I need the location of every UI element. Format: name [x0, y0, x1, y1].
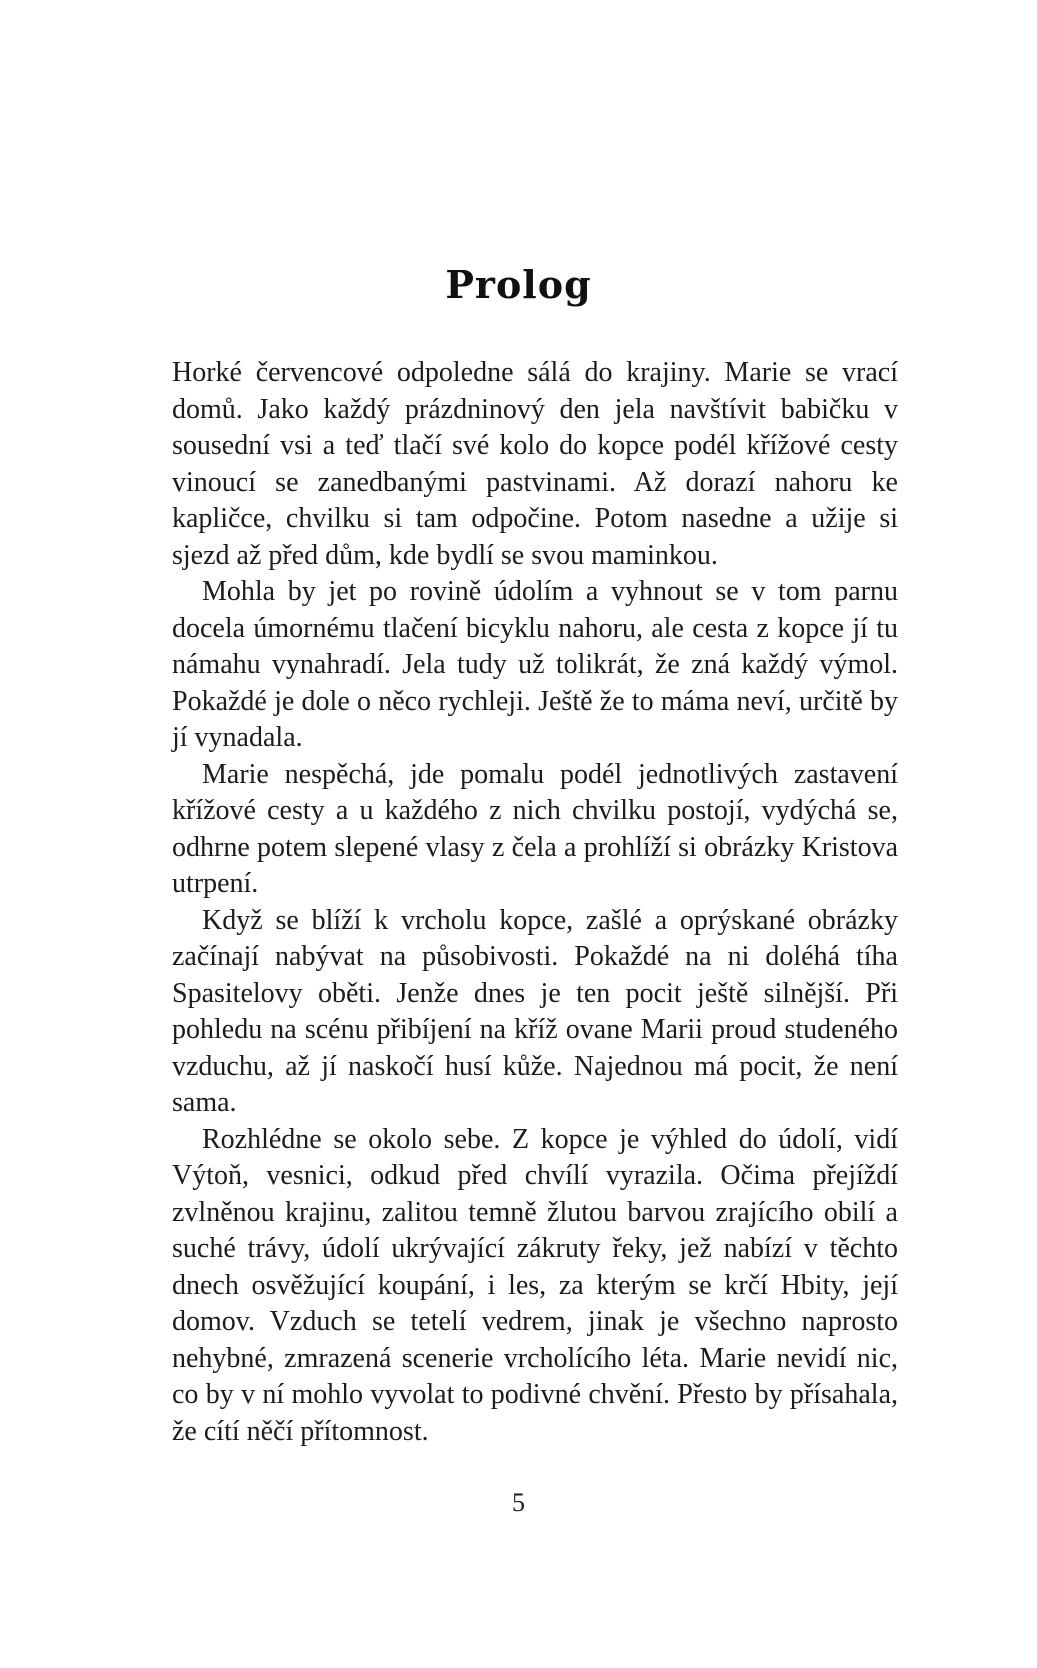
body-text	[172, 355, 898, 1450]
page-number: 5	[512, 1488, 525, 1517]
paragraph: Když se blíží k vrcholu kopce, zašlé a oprýskané obrázky začínají nabývat na působivosti. Pokaždé na ni doléhá tíha Spasitelovy oběti. Jenže dnes je ten pocit ještě silnější. Při pohledu na scénu přibíjení na kříž ovane Marii proud studeného vzduchu, až jí naskočí husí kůže. Najednou má pocit, že není sama.	[172, 904, 898, 1118]
paragraph: Horké červencové odpoledne sálá do krajiny. Marie se vrací domů. Jako každý prázdninový den jela navštívit babičku v sousední vsi a teď tlačí své kolo do kopce podél křížové cesty vinoucí se zanedbanými pastvinami. Až dorazí nahoru ke kapličce, chvilku si tam odpočine. Potom nasedne a užije si sjezd až před dům, kde bydlí se svou maminkou.	[172, 357, 898, 571]
chapter-title: Prolog	[445, 262, 592, 307]
paragraph: Rozhlédne se okolo sebe. Z kopce je výhled do údolí, vidí Výtoň, vesnici, odkud před chvílí vyrazila. Očima přejíždí zvlněnou krajinu, zalitou temně žlutou barvou zrajícího obilí a suché trávy, údolí ukrývající zákruty řeky, jež nabízí v těchto dnech osvěžující koupání, i les, za kterým se krčí Hbity, její domov. Vzduch se tetelí vedrem, jinak je všechno naprosto nehybné, zmrazená scenerie vrcholícího léta. Marie nevidí nic, co by v ní mohlo vyvolat to podivné chvění. Přesto by přísahala, že cítí něčí přítomnost.	[172, 1123, 898, 1447]
paragraph: Mohla by jet po rovině údolím a vyhnout se v tom parnu docela úmornému tlačení bicyklu nahoru, ale cesta z kopce jí tu námahu vynahradí. Jela tudy už tolikrát, že zná každý výmol. Pokaždé je dole o něco rychleji. Ještě že to máma neví, určitě by jí vynadala.	[172, 576, 898, 753]
paragraph: Marie nespěchá, jde pomalu podél jednotlivých zastavení křížové cesty a u každého z nich chvilku postojí, vydýchá se, odhrne potem slepené vlasy z čela a prohlíží si obrázky Kristova utrpení.	[172, 758, 898, 899]
